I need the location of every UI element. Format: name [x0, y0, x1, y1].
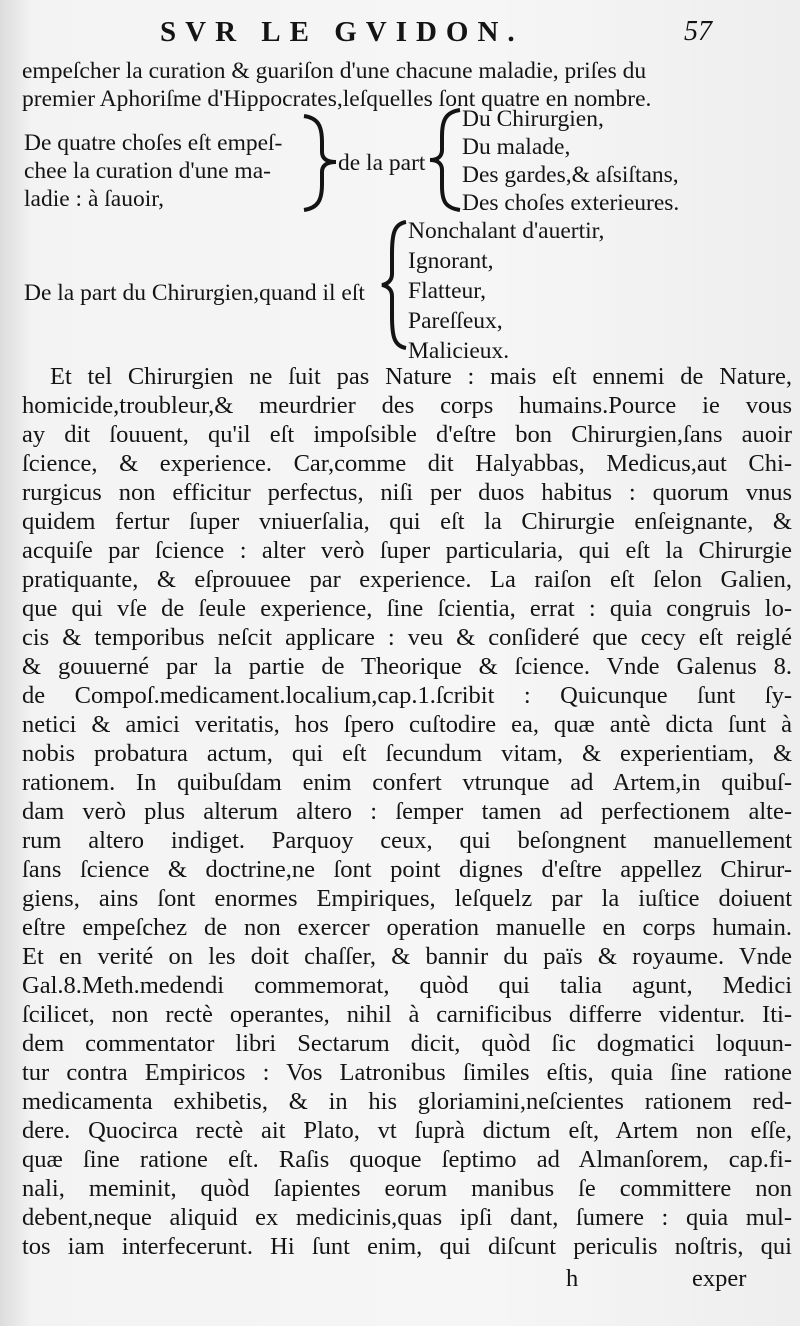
text-line: netici & amici veritatis, hos ſpero cuſtodire ea, quæ antè dicta ſunt à	[22, 711, 792, 738]
table2-left: De la part du Chirurgien,quand il eſt	[24, 280, 365, 306]
catchword: exper	[692, 1265, 747, 1292]
table2-right-line: Malicieux.	[408, 338, 510, 364]
text-line: ſcience, & experience. Car,comme dit Halyabbas, Medicus,aut Chi-	[22, 450, 792, 477]
table1-left-line: ladie : à ſauoir,	[24, 186, 165, 212]
text-line: quidem fertur ſuper vniuerſalia, qui eſt la Chirurgie enſeignante, &	[22, 508, 792, 535]
text-line: dam verò plus alterum altero : ſemper tamen ad perfectionem alte-	[22, 798, 792, 825]
text-line: de Compoſ.medicament.localium,cap.1.ſcribit : Quicunque ſunt ſy-	[22, 682, 792, 709]
table1-left-line: chee la curation d'une ma-	[24, 158, 271, 184]
text-line: medicamenta exhibetis, & in his gloriamini,neſcientes rationem red-	[22, 1088, 792, 1115]
text-line: & gouuerné par la partie de Theorique & ſcience. Vnde Galenus 8.	[22, 653, 792, 680]
opening-brace-icon	[380, 218, 410, 352]
text-line: tos iam interfecerunt. Hi ſunt enim, qui diſcunt periculis noſtris, qui	[22, 1233, 792, 1260]
text-line: quæ ſine ratione eſt. Raſis quoque ſeptimo ad Almanſorem, cap.fi-	[22, 1146, 792, 1173]
text-line: que qui vſe de ſeule experience, ſine ſcientia, errat : quia congruis lo-	[22, 595, 792, 622]
text-line: rum altero indiget. Parquoy ceux, qui beſongnent manuellement	[22, 827, 792, 854]
opening-brace-icon	[428, 106, 464, 214]
intro-line: empeſcher la curation & guariſon d'une chacune maladie, priſes du	[22, 58, 647, 84]
signature-mark: h	[566, 1265, 579, 1292]
text-line: cis & temporibus neſcit applicare : veu & conſideré que cecy eſt reiglé	[22, 624, 792, 651]
closing-brace-icon	[300, 112, 340, 212]
text-line: Gal.8.Meth.medendi commemorat, quòd qui talia agunt, Medici	[22, 972, 792, 999]
text-line: giens, ains ſont enormes Empiriques, leſquelz par la iuſtice doiuent	[22, 885, 792, 912]
table2-right-line: Flatteur,	[408, 278, 487, 304]
table2-right-line: Pareſſeux,	[408, 308, 503, 334]
page-number: 57	[684, 16, 712, 47]
text-line: ſans ſcience & doctrine,ne ſont point dignes d'eſtre appellez Chirur-	[22, 856, 792, 883]
intro-line: premier Aphoriſme d'Hippocrates,leſquelles ſont quatre en nombre.	[22, 86, 652, 112]
text-line: ſcilicet, non rectè operantes, nihil à carnificibus differre videntur. Iti-	[22, 1001, 792, 1028]
text-line: nali, meminit, quòd ſapientes eorum manibus ſe committere non	[22, 1175, 792, 1202]
table1-right-line: Du malade,	[462, 134, 571, 160]
running-title: SVR LE GVIDON.	[160, 16, 524, 48]
text-line: tur contra Empiricos : Vos Latronibus ſimiles eſtis, quia ſine ratione	[22, 1059, 792, 1086]
text-line: dem commentator libri Sectarum dicit, quòd ſic dogmatici loquun-	[22, 1030, 792, 1057]
page-header	[0, 12, 800, 52]
text-line: pratiquante, & eſprouuee par experience. La raiſon eſt ſelon Galien,	[22, 566, 792, 593]
text-line: Et tel Chirurgien ne ſuit pas Nature : mais eſt ennemi de Nature,	[50, 363, 792, 390]
text-line: eſtre empeſchez de non exercer operation manuelle en corps humain.	[22, 914, 792, 941]
text-line: dere. Quocirca rectè ait Plato, vt ſuprà dictum eſt, Artem non eſſe,	[22, 1117, 792, 1144]
text-line: homicide,troubleur,& meurdrier des corps humains.Pource ie vous	[22, 392, 792, 419]
text-line: debent,neque aliquid ex medicinis,quas ipſi dant, ſumere : quia mul-	[22, 1204, 792, 1231]
table2-right-line: Ignorant,	[408, 248, 494, 274]
text-line: rurgicus non efficitur perfectus, niſi per duos habitus : quorum vnus	[22, 479, 792, 506]
table1-left-line: De quatre choſes eſt empeſ-	[24, 130, 283, 156]
table2-right-line: Nonchalant d'auertir,	[408, 218, 605, 244]
text-line: ay dit ſouuent, qu'il eſt impoſsible d'eſtre bon Chirurgien,ſans auoir	[22, 421, 792, 448]
table1-right-line: Des gardes,& aſsiſtans,	[462, 162, 679, 188]
text-line: acquiſe par ſcience : alter verò ſuper particularia, qui eſt la Chirurgie	[22, 537, 792, 564]
text-line: nobis probatura actum, qui eſt ſecundum vitam, & experientiam, &	[22, 740, 792, 767]
table1-middle: de la part	[338, 150, 426, 176]
table1-right-line: Des choſes exterieures.	[462, 190, 680, 216]
table1-right-line: Du Chirurgien,	[462, 106, 604, 132]
text-line: Et en verité on les doit chaſſer, & bannir du païs & royaume. Vnde	[22, 943, 792, 970]
text-line: rationem. In quibuſdam enim confert vtrunque ad Artem,in quibuſ-	[22, 769, 792, 796]
